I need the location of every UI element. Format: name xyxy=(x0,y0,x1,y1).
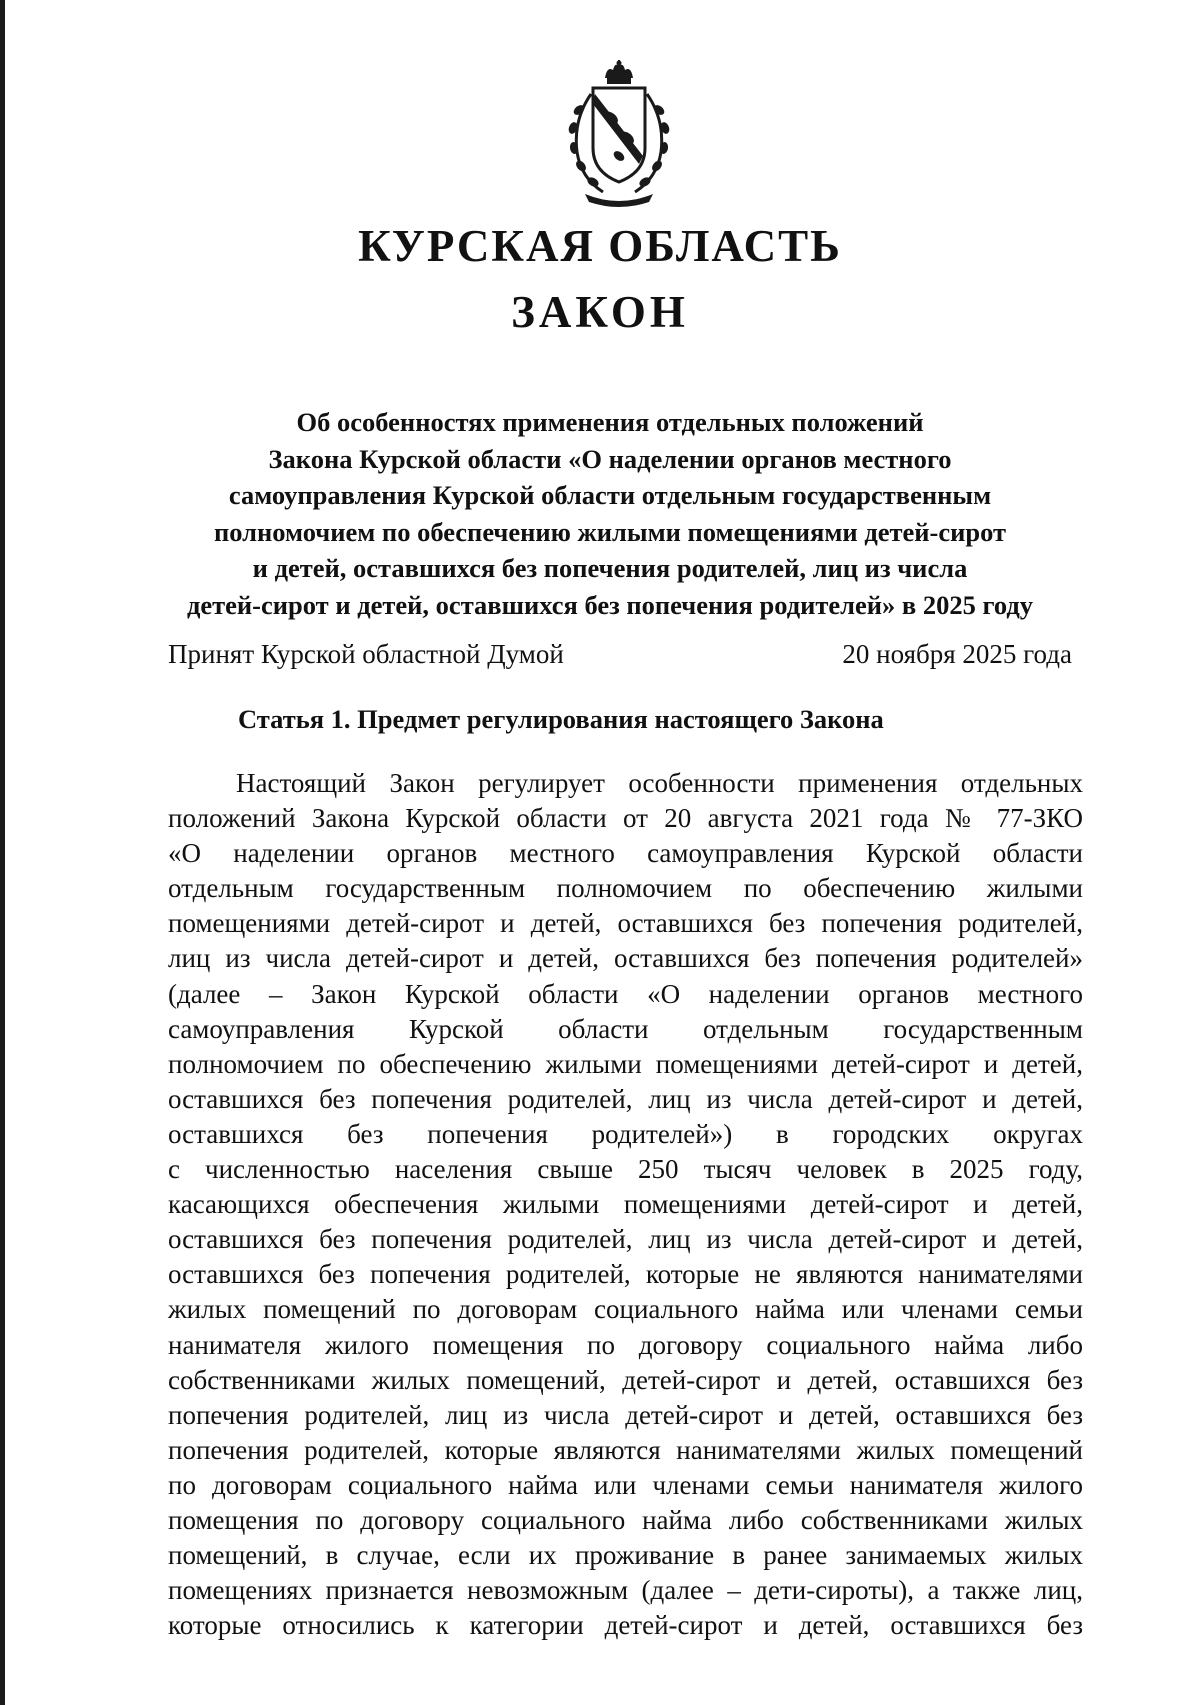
kursk-coat-of-arms-icon xyxy=(555,60,683,208)
article-body xyxy=(168,766,1083,1643)
body-line: оставшихся без попечения родителей, лиц из числа детей-сирот и детей, xyxy=(168,1224,1083,1255)
adoption-date: 20 ноября 2025 года xyxy=(842,639,1072,669)
law-title-line: Закона Курской области «О наделении органов местного xyxy=(268,443,952,474)
body-line: нанимателя жилого помещения по договору социального найма либо xyxy=(168,1329,1083,1360)
body-line: касающихся обеспечения жилыми помещениями детей-сирот и детей, xyxy=(168,1189,1083,1220)
body-line: оставшихся без попечения родителей, которые не являются нанимателями xyxy=(168,1259,1083,1290)
law-title-line: самоуправления Курской области отдельным государственным xyxy=(228,480,992,510)
article-heading: Статья 1. Предмет регулирования настоящего Закона xyxy=(238,704,884,734)
region-title: КУРСКАЯ ОБЛАСТЬ xyxy=(358,221,842,271)
document-type-heading: ЗАКОН xyxy=(511,287,689,337)
body-line: помещениях признается невозможным (далее – дети-сироты), а также лиц, xyxy=(168,1575,1083,1606)
body-line: (далее – Закон Курской области «О наделении органов местного xyxy=(168,978,1083,1009)
law-title-line: Об особенностях применения отдельных положений xyxy=(296,407,924,437)
body-line: помещений, в случае, если их проживание в ранее занимаемых жилых xyxy=(168,1540,1083,1571)
body-line: самоуправления Курской области отдельным государственным xyxy=(168,1013,1083,1044)
body-line: попечения родителей, лиц из числа детей-сирот и детей, оставшихся без xyxy=(168,1399,1083,1430)
body-line: жилых помещений по договорам социального найма или членами семьи xyxy=(168,1294,1083,1325)
body-line: положений Закона Курской области от 20 августа 2021 года № 77-ЗКО xyxy=(168,803,1083,834)
law-title-line: детей-сирот и детей, оставшихся без попечения родителей» в 2025 году xyxy=(186,589,1034,620)
body-line: помещения по договору социального найма либо собственниками жилых xyxy=(168,1504,1083,1535)
adopted-by: Принят Курской областной Думой xyxy=(168,639,564,669)
law-title-line: и детей, оставшихся без попечения родителей, лиц из числа xyxy=(252,553,968,583)
body-line: собственниками жилых помещений, детей-сирот и детей, оставшихся без xyxy=(168,1364,1083,1395)
body-line: оставшихся без попечения родителей, лиц из числа детей-сирот и детей, xyxy=(168,1083,1083,1114)
body-line: оставшихся без попечения родителей») в городских округах xyxy=(168,1118,1083,1149)
body-line: полномочием по обеспечению жилыми помещениями детей-сирот и детей, xyxy=(168,1048,1083,1079)
body-line: по договорам социального найма или членами семьи нанимателя жилого xyxy=(168,1469,1083,1500)
body-line: с численностью населения свыше 250 тысяч человек в 2025 году, xyxy=(168,1154,1083,1185)
body-line: Настоящий Закон регулирует особенности применения отдельных xyxy=(236,768,1083,798)
body-line: которые относились к категории детей-сирот и детей, оставшихся без xyxy=(168,1610,1083,1641)
body-line: попечения родителей, которые являются нанимателями жилых помещений xyxy=(168,1434,1083,1465)
body-line: отдельным государственным полномочием по обеспечению жилыми xyxy=(168,873,1083,904)
body-line: лиц из числа детей-сирот и детей, оставшихся без попечения родителей» xyxy=(168,943,1083,974)
body-line: помещениями детей-сирот и детей, оставшихся без попечения родителей, xyxy=(168,908,1083,939)
law-title xyxy=(150,404,1070,623)
law-title-line: полномочием по обеспечению жилыми помещениями детей-сирот xyxy=(213,516,1007,547)
body-line: «О наделении органов местного самоуправления Курской области xyxy=(168,838,1083,869)
